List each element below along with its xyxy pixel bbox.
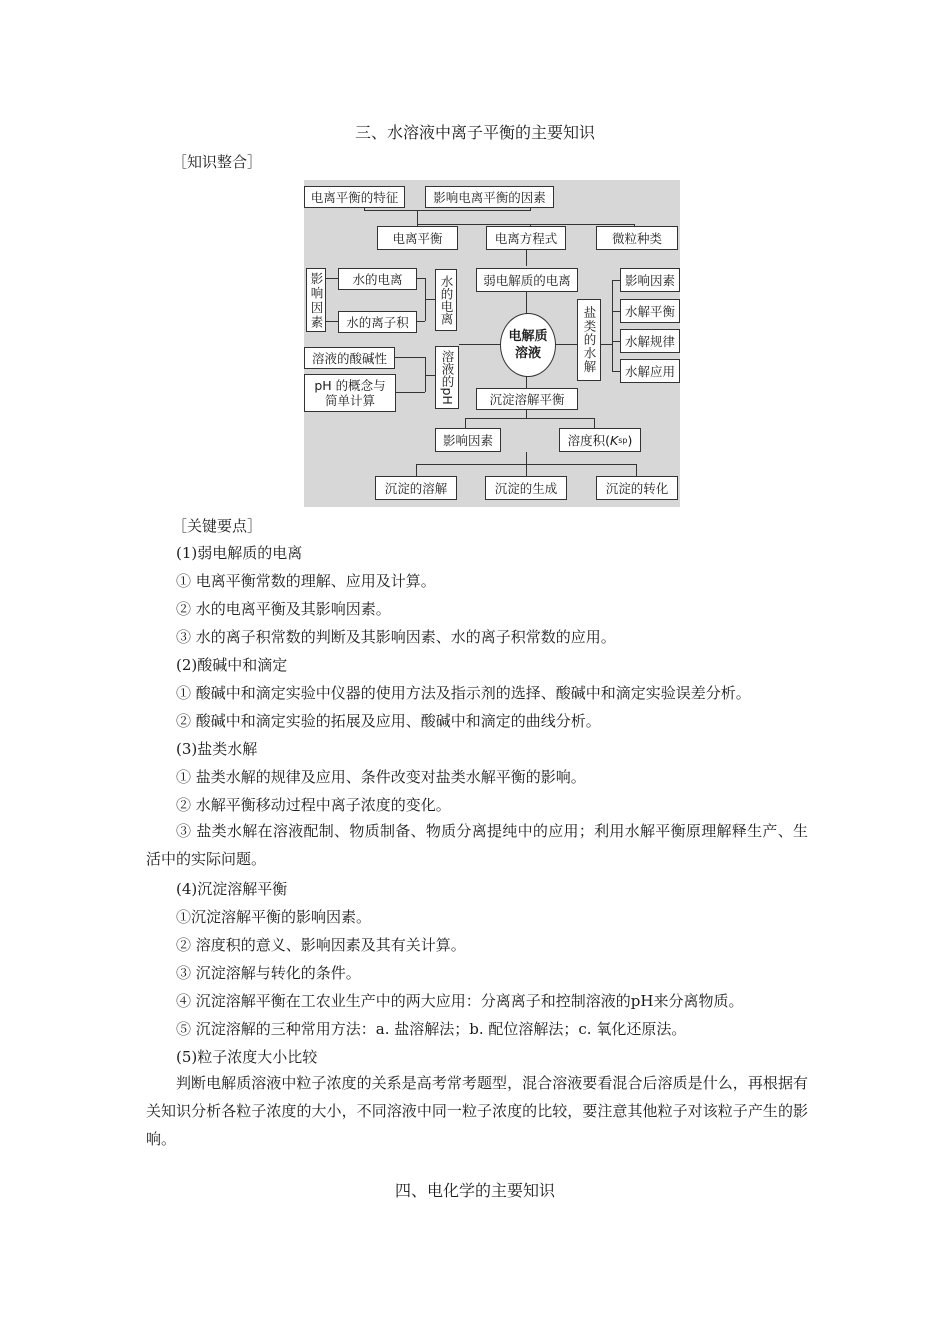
text-line: ② 溶度积的意义、影响因素及其有关计算。: [176, 936, 466, 954]
knowledge-integration-label: ［知识整合］: [172, 153, 263, 171]
ksp-symbol: K: [610, 432, 619, 448]
connector: [326, 321, 338, 322]
text-line: ① 酸碱中和滴定实验中仪器的使用方法及指示剂的选择、酸碱中和滴定实验误差分析。: [176, 684, 751, 702]
weak-electrolyte-box: 弱电解质的电离: [476, 268, 578, 292]
salt-hydrolysis-vertical-text: 盐类的水解: [582, 306, 597, 374]
connector: [594, 418, 595, 428]
key-points-label: ［关键要点］: [172, 517, 263, 535]
hydrolysis-rules-box: 水解规律: [620, 329, 680, 353]
connector: [459, 344, 501, 345]
text-line: (3)盐类水解: [176, 740, 258, 758]
connector: [425, 375, 435, 376]
section-4-title: 四、电化学的主要知识: [394, 1181, 555, 1200]
ph-concept-box: [304, 374, 396, 412]
connector: [417, 278, 425, 279]
connector: [636, 464, 637, 476]
text-line: ⑤ 沉淀溶解的三种常用方法：a. 盐溶解法；b. 配位溶解法；c. 氧化还原法。: [176, 1020, 687, 1038]
ionization-factors-box: 影响电离平衡的因素: [425, 186, 554, 208]
text-line: (5)粒子浓度大小比较: [176, 1048, 318, 1066]
text-line: (4)沉淀溶解平衡: [176, 880, 288, 898]
paragraph: ③ 盐类水解在溶液配制、物质制备、物质分离提纯中的应用；利用水解平衡原理解释生产、生活中的实际问题。: [146, 822, 808, 868]
connector: [326, 278, 338, 279]
salt-hydrolysis-vertical-box: [577, 299, 601, 381]
ionization-features-box: 电离平衡的特征: [304, 186, 405, 208]
connector: [612, 341, 620, 342]
connector: [555, 344, 577, 345]
connector: [526, 452, 527, 464]
text-line: ①沉淀溶解平衡的影响因素。: [176, 908, 372, 926]
connector: [364, 210, 530, 211]
water-ionization-vertical-box: [435, 269, 457, 331]
connector: [526, 250, 527, 266]
text-line: (1)弱电解质的电离: [176, 544, 303, 562]
precip-factors-box: 影响因素: [435, 428, 501, 452]
text-line: ② 酸碱中和滴定实验的拓展及应用、酸碱中和滴定的曲线分析。: [176, 712, 601, 730]
connector: [526, 464, 527, 476]
connector: [416, 464, 417, 476]
connector: [417, 224, 634, 225]
text-line: (2)酸碱中和滴定: [176, 656, 288, 674]
connector: [526, 292, 527, 314]
connector: [395, 357, 425, 358]
text-line: ③ 水的离子积常数的判断及其影响因素、水的离子积常数的应用。: [176, 628, 616, 646]
ionization-equilibrium-box: 电离平衡: [377, 226, 458, 250]
connector: [396, 392, 425, 393]
concept-map-diagram: [304, 180, 680, 507]
water-ionization-vertical-text: 水的电离: [439, 275, 454, 325]
ion-product-box: 水的离子积: [338, 311, 417, 333]
connector: [601, 344, 612, 345]
influence-factors-vertical-text: 影响因素: [309, 271, 324, 330]
water-ionization-box: 水的电离: [338, 268, 417, 290]
precipitation-equilibrium-box: 沉淀溶解平衡: [476, 388, 578, 410]
precip-form-box: 沉淀的生成: [485, 476, 567, 500]
solution-ph-vertical-box: [435, 346, 459, 409]
connector: [465, 418, 466, 428]
particle-species-box: 微粒种类: [596, 226, 678, 250]
connector: [612, 371, 620, 372]
center-line-1: 电解质: [508, 329, 548, 344]
paragraph: 判断电解质溶液中粒子浓度的关系是高考常考题型，混合溶液要看混合后溶质是什么，再根据有关知识分析各粒子浓度的大小，不同溶液中同一粒子浓度的比较，要注意其他粒子对该粒子产生的影响。: [146, 1074, 808, 1148]
connector: [425, 299, 435, 300]
center-line-2: 溶液: [514, 346, 541, 361]
hydrolysis-factors-box: 影响因素: [620, 268, 680, 292]
hydrolysis-application-box: 水解应用: [620, 359, 680, 383]
connector: [417, 321, 425, 322]
precip-dissolve-box: 沉淀的溶解: [375, 476, 457, 500]
text-line: ① 电离平衡常数的理解、应用及计算。: [176, 572, 436, 590]
connector: [526, 376, 527, 388]
text-line: ② 水的电离平衡及其影响因素。: [176, 600, 391, 618]
hydrolysis-equilibrium-box: 水解平衡: [620, 299, 680, 323]
ksp-subscript: sp: [618, 435, 628, 445]
electrolyte-solution-center: [500, 313, 556, 377]
connector: [612, 311, 620, 312]
section-3-title: 三、水溶液中离子平衡的主要知识: [354, 123, 595, 142]
text-line: ④ 沉淀溶解平衡在工农业生产中的两大应用：分离离子和控制溶液的pH来分离物质。: [176, 992, 744, 1010]
text-line: ① 盐类水解的规律及应用、条件改变对盐类水解平衡的影响。: [176, 768, 586, 786]
precip-transform-box: 沉淀的转化: [596, 476, 678, 500]
connector: [612, 280, 613, 371]
ionization-equation-box: 电离方程式: [486, 226, 566, 250]
solution-ph-vertical-text: 溶液的pH: [440, 350, 455, 405]
influence-factors-vertical-box: [306, 268, 326, 332]
ksp-label: 溶度积(: [567, 432, 611, 448]
text-line: ③ 沉淀溶解与转化的条件。: [176, 964, 361, 982]
acidity-box: 溶液的酸碱性: [304, 347, 395, 369]
text-line: ② 水解平衡移动过程中离子浓度的变化。: [176, 796, 451, 814]
ph-concept-text: pH 的概念与简单计算: [314, 378, 386, 408]
ksp-box: [559, 428, 641, 452]
connector: [612, 280, 620, 281]
connector: [465, 418, 594, 419]
ksp-close: ): [627, 432, 633, 448]
